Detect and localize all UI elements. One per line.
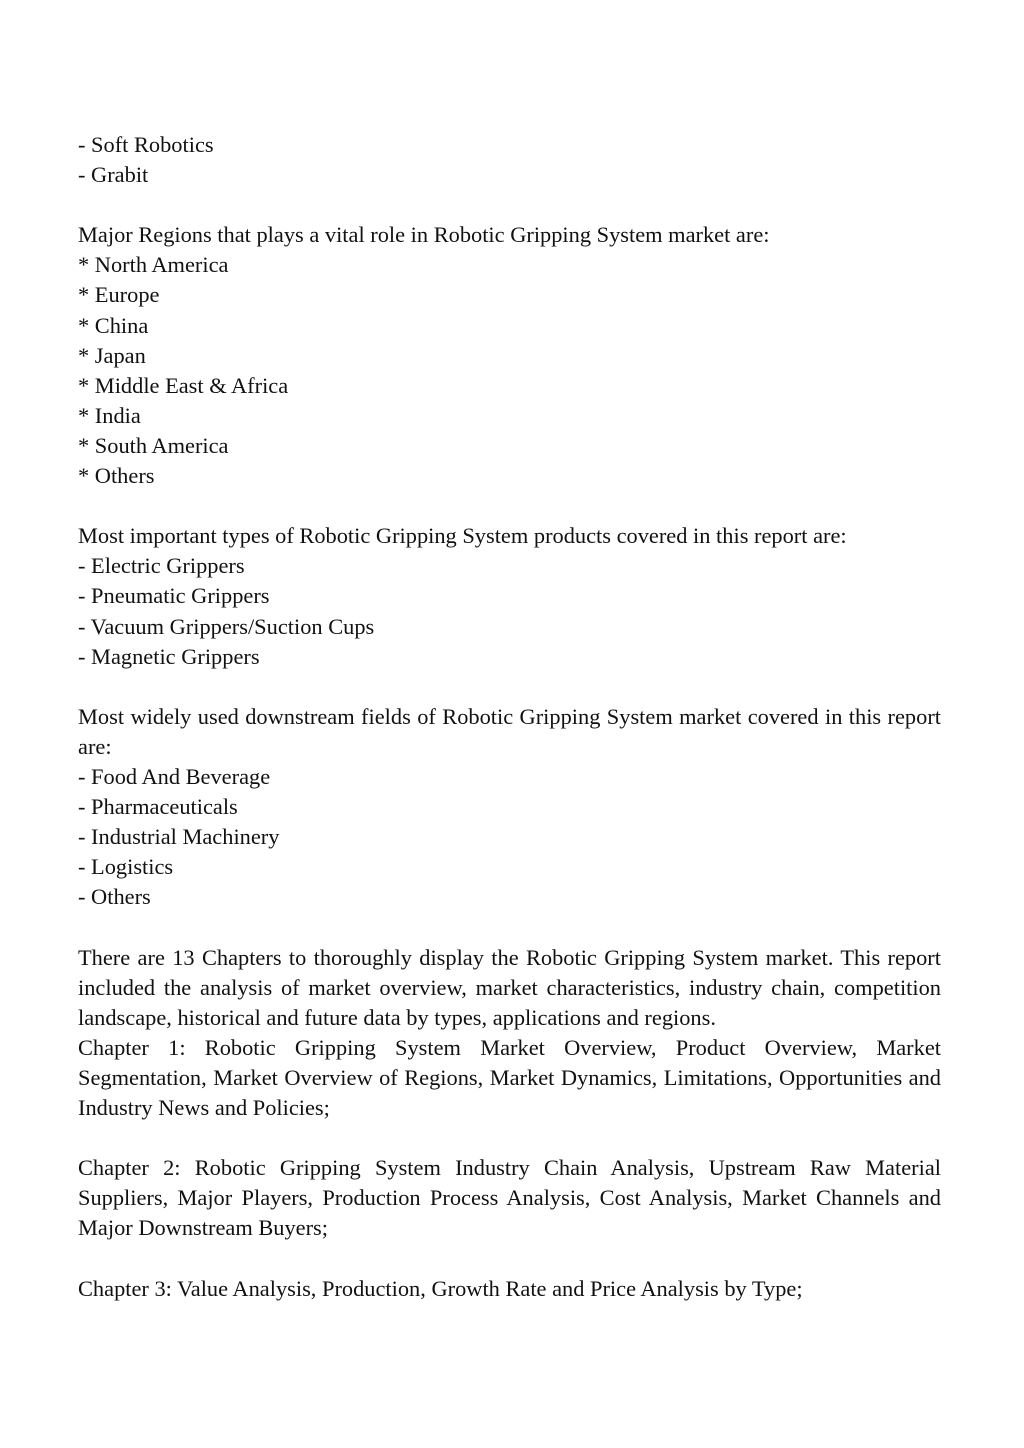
application-item: - Logistics [78, 854, 174, 880]
region-item: * Japan [78, 342, 146, 368]
applications-heading: Most widely used downstream fields of Robotic Gripping System market covered in this report are: [78, 703, 941, 759]
document-page [78, 130, 941, 1304]
paragraph-gap [78, 1243, 941, 1273]
regions-heading: Major Regions that plays a vital role in Robotic Gripping System market are: [78, 222, 770, 248]
company-item: - Grabit [78, 162, 149, 188]
region-item: * Europe [78, 282, 160, 308]
chapters-intro: There are 13 Chapters to thoroughly display the Robotic Gripping System market. This report included the analysis of market overview, market characteristics, industry chain, competition landscape, historical and future data by types, applications and regions. [78, 944, 941, 1030]
paragraph-gap [78, 1123, 941, 1153]
paragraph-gap [78, 672, 941, 702]
region-item: * Middle East & Africa [78, 372, 289, 398]
region-item: * Others [78, 463, 155, 489]
application-item: - Industrial Machinery [78, 824, 280, 850]
paragraph-gap [78, 491, 941, 521]
chapter-1-text: Chapter 1: Robotic Gripping System Market Overview, Product Overview, Market Segmentation, Market Overview of Regions, Market Dynamics, Limitations, Opportunities and Industry News and Policies; [78, 1034, 941, 1120]
region-item: * North America [78, 252, 229, 278]
paragraph-gap [78, 190, 941, 220]
type-item: - Electric Grippers [78, 553, 245, 579]
region-item: * South America [78, 432, 229, 458]
application-item: - Food And Beverage [78, 763, 271, 789]
company-item: - Soft Robotics [78, 132, 214, 157]
type-item: - Vacuum Grippers/Suction Cups [78, 613, 375, 639]
types-heading: Most important types of Robotic Gripping System products covered in this report are: [78, 523, 847, 549]
application-item: - Others [78, 884, 151, 910]
type-item: - Pneumatic Grippers [78, 583, 270, 609]
application-item: - Pharmaceuticals [78, 794, 238, 820]
region-item: * India [78, 402, 141, 428]
region-item: * China [78, 312, 149, 338]
chapter-2-text: Chapter 2: Robotic Gripping System Industry Chain Analysis, Upstream Raw Material Suppliers, Major Players, Production Process Analysis, Cost Analysis, Market Channels and Major Downstream Buyers; [78, 1155, 941, 1241]
type-item: - Magnetic Grippers [78, 643, 260, 669]
chapter-3-text: Chapter 3: Value Analysis, Production, Growth Rate and Price Analysis by Type; [78, 1275, 803, 1301]
paragraph-gap [78, 912, 941, 942]
